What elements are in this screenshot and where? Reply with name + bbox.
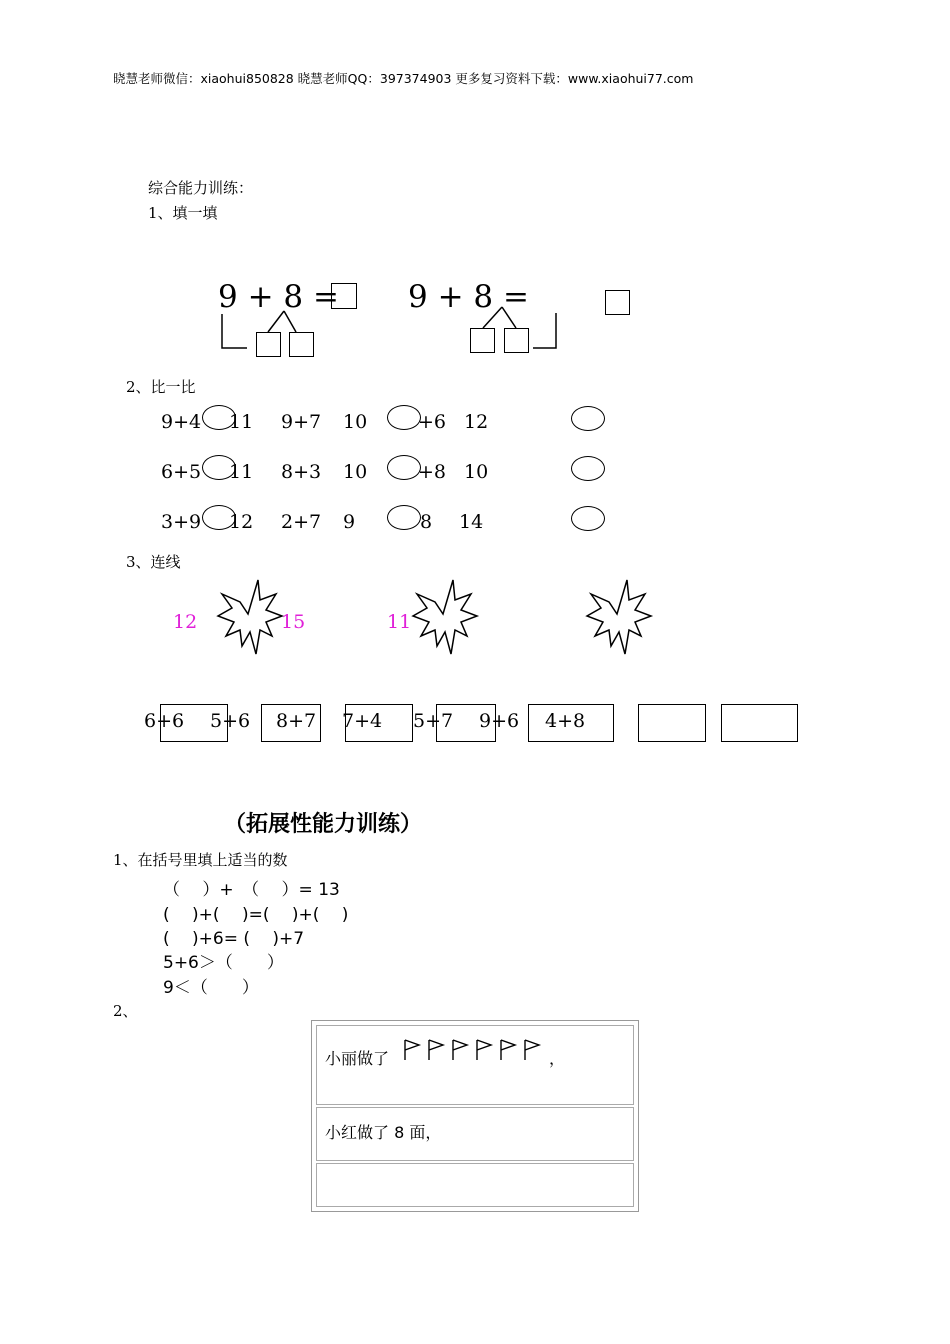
expression-label: 8+7	[276, 710, 317, 732]
table-row-empty[interactable]	[316, 1163, 634, 1207]
fill-line: 5+6＞（ ）	[163, 953, 284, 973]
target-number: 11	[387, 611, 412, 633]
compare-number: 10	[464, 461, 489, 483]
fill-line: ( )+( )=( )+( )	[163, 905, 349, 925]
compare-circle[interactable]	[202, 405, 236, 430]
section-2-title: （拓展性能力训练）	[224, 812, 423, 837]
flag-icon	[405, 1040, 419, 1060]
equation-right: 9 + 8 =	[408, 279, 529, 315]
table-row-text: 小丽做了	[325, 1049, 390, 1068]
starburst-icon	[218, 580, 282, 654]
table-row	[316, 1107, 634, 1161]
compare-number: 10	[343, 461, 368, 483]
flag-icon	[453, 1040, 467, 1060]
starburst-icon	[587, 580, 651, 654]
compare-expression: +6	[418, 411, 447, 433]
compare-circle[interactable]	[387, 405, 421, 430]
compare-number: 12	[464, 411, 489, 433]
table-row-punct: ，	[549, 1049, 566, 1068]
compare-expression: 8+3	[281, 461, 322, 483]
compare-number: 11	[229, 461, 254, 483]
compare-expression: 9+7	[281, 411, 322, 433]
compare-number: 14	[459, 511, 484, 533]
extension-question-1-label: 1、在括号里填上适当的数	[113, 851, 288, 869]
flag-icon	[501, 1040, 515, 1060]
empty-box[interactable]	[721, 704, 798, 742]
compare-number: 9	[343, 511, 356, 533]
question-1-label: 1、填一填	[148, 204, 218, 222]
table-row	[316, 1025, 634, 1105]
expression-label: 4+8	[545, 710, 586, 732]
fill-line: （ ）+ （ ）= 13	[163, 880, 340, 900]
compare-expression: 8	[420, 511, 433, 533]
flag-icon	[525, 1040, 539, 1060]
empty-box[interactable]	[638, 704, 706, 742]
compare-circle[interactable]	[571, 506, 605, 531]
starburst-icon	[413, 580, 477, 654]
compare-expression: 9+4	[161, 411, 202, 433]
expression-label: 7+4	[342, 710, 383, 732]
compare-circle[interactable]	[571, 456, 605, 481]
question-3-label: 3、连线	[126, 553, 181, 571]
equation-left: 9 + 8 =	[218, 279, 339, 315]
target-number: 15	[281, 611, 306, 633]
question-2-label: 2、比一比	[126, 378, 196, 396]
target-number: 12	[173, 611, 198, 633]
compare-expression: 3+9	[161, 511, 202, 533]
compare-circle[interactable]	[571, 406, 605, 431]
compare-number: 10	[343, 411, 368, 433]
decomposition-lines	[0, 0, 950, 400]
compare-circle[interactable]	[387, 455, 421, 480]
fill-line: 9＜（ ）	[163, 978, 259, 998]
table-row-text: 小红做了 8 面，	[325, 1123, 442, 1142]
burst-shapes	[0, 570, 950, 670]
extension-question-2-label: 2、	[113, 1002, 138, 1020]
expression-label: 6+6	[144, 710, 185, 732]
compare-circle[interactable]	[387, 505, 421, 530]
compare-expression: 2+7	[281, 511, 322, 533]
compare-number: 12	[229, 511, 254, 533]
word-problem-table	[311, 1020, 639, 1212]
expression-label: 5+6	[210, 710, 251, 732]
fill-line: ( )+6= ( )+7	[163, 929, 305, 949]
flag-icon	[477, 1040, 491, 1060]
compare-expression: +8	[418, 461, 447, 483]
flag-icon	[429, 1040, 443, 1060]
flags-row	[403, 1036, 553, 1066]
compare-number: 11	[229, 411, 254, 433]
page-header: 晓慧老师微信：xiaohui850828 晓慧老师QQ：397374903 更多复习资料下载：www.xiaohui77.com	[113, 71, 694, 86]
expression-label: 9+6	[479, 710, 520, 732]
section-title: 综合能力训练：	[148, 179, 254, 197]
compare-circle[interactable]	[202, 505, 236, 530]
compare-expression: 6+5	[161, 461, 202, 483]
compare-circle[interactable]	[202, 455, 236, 480]
expression-label: 5+7	[413, 710, 454, 732]
